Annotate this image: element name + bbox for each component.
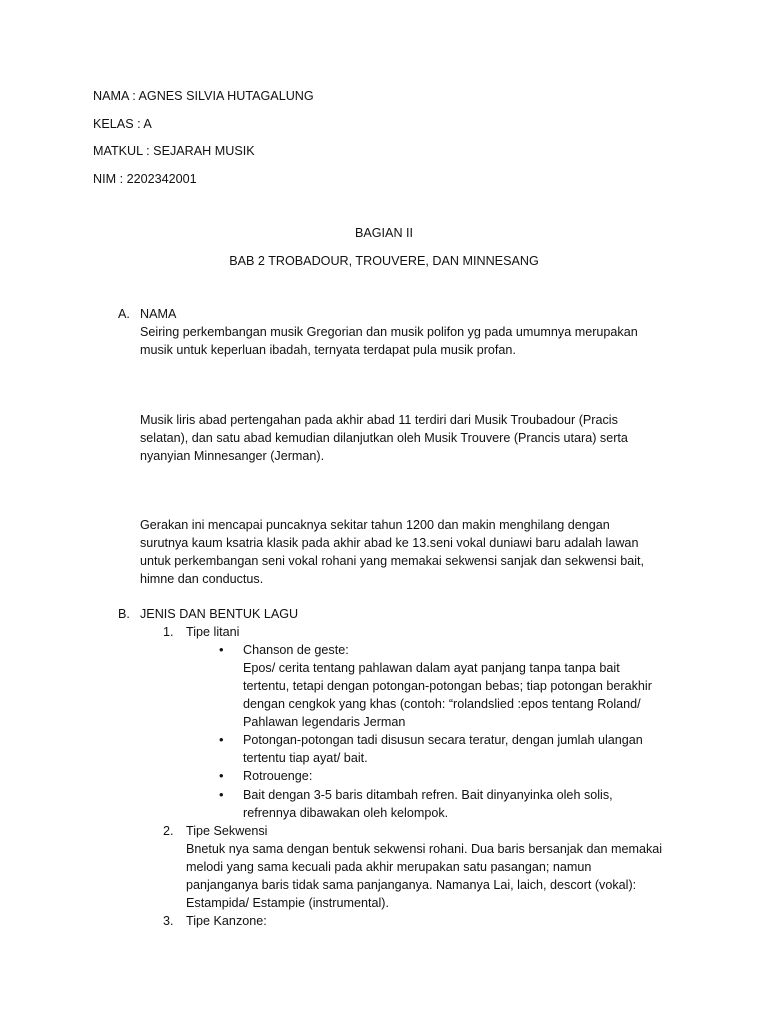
paragraph-line: Bnetuk nya sama dengan bentuk sekwensi rohani. Dua baris bersanjak dan memakai [186,842,663,856]
list-number: 1. [163,625,174,639]
bullet-icon: • [219,732,224,747]
section-b-heading: JENIS DAN BENTUK LAGU [140,607,299,621]
bullet-icon: • [219,787,224,802]
chapter-title: BAB 2 TROBADOUR, TROUVERE, DAN MINNESANG [229,254,539,268]
student-nim: NIM : 2202342001 [93,172,197,186]
bullet-line: tertentu, tetapi dengan potongan-potongan bebas; tiap potongan berakhir [243,679,652,693]
paragraph-line: nyanyian Minnesanger (Jerman). [140,449,325,463]
list-item-title: Tipe Kanzone: [186,914,267,928]
paragraph-line: melodi yang sama kecuali pada akhir merupakan satu pasangan; namun [186,860,592,874]
student-name: NAMA : AGNES SILVIA HUTAGALUNG [93,89,314,103]
bullet-line: Epos/ cerita tentang pahlawan dalam ayat panjang tanpa tanpa bait [243,661,620,675]
paragraph-line: selatan), dan satu abad kemudian dilanjutkan oleh Musik Trouvere (Prancis utara) serta [140,431,628,445]
section-a-heading: NAMA [140,307,177,321]
bullet-line: dengan cengkok yang khas (contoh: “rolandslied :epos tentang Roland/ [243,697,641,711]
bullet-icon: • [219,768,224,783]
bullet-line: tertentu tiap ayat/ bait. [243,751,368,765]
paragraph-line: Gerakan ini mencapai puncaknya sekitar tahun 1200 dan makin menghilang dengan [140,518,610,532]
bullet-line: refrennya dibawakan oleh kelompok. [243,806,449,820]
bullet-head: Bait dengan 3-5 baris ditambah refren. Bait dinyanyinka oleh solis, [243,788,613,802]
paragraph-line: Musik liris abad pertengahan pada akhir abad 11 terdiri dari Musik Troubadour (Pracis [140,413,618,427]
bullet-line: Pahlawan legendaris Jerman [243,715,406,729]
paragraph-line: surutnya kaum ksatria klasik pada akhir abad ke 13.seni vokal duniawi baru adalah lawan [140,536,639,550]
list-item-title: Tipe Sekwensi [186,824,268,838]
bullet-head: Potongan-potongan tadi disusun secara teratur, dengan jumlah ulangan [243,733,643,747]
section-a-marker: A. [118,307,130,321]
paragraph-line: panjanganya baris tidak sama panjanganya. Namanya Lai, laich, descort (vokal): [186,878,637,892]
list-number: 3. [163,914,174,928]
bullet-head: Chanson de geste: [243,643,349,657]
section-b-marker: B. [118,607,130,621]
student-class: KELAS : A [93,117,152,131]
paragraph-line: Seiring perkembangan musik Gregorian dan musik polifon yg pada umumnya merupakan [140,325,638,339]
paragraph-line: musik untuk keperluan ibadah, ternyata terdapat pula musik profan. [140,343,516,357]
list-item-title: Tipe litani [186,625,240,639]
bullet-head: Rotrouenge: [243,769,313,783]
bullet-icon: • [219,642,224,657]
list-number: 2. [163,824,174,838]
paragraph-line: untuk perkembangan seni vokal rohani yang memakai sekwensi sanjak dan sekwensi bait, [140,554,645,568]
paragraph-line: himne dan conductus. [140,572,264,586]
course-name: MATKUL : SEJARAH MUSIK [93,144,255,158]
part-title: BAGIAN II [354,226,414,240]
paragraph-line: Estampida/ Estampie (instrumental). [186,896,389,910]
